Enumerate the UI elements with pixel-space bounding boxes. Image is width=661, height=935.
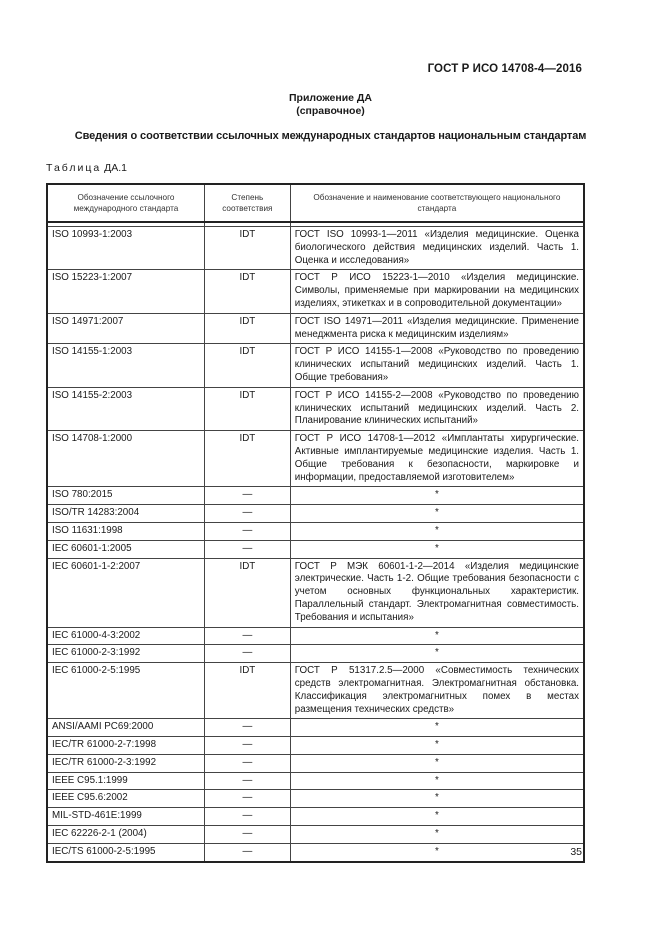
cell-national-standard: ГОСТ Р ИСО 14708-1—2012 «Имплантаты хирургические. Активные имплантируемые медицинские изделия. Часть 1. Общие требования к безопасности, маркировке и информации, предоставляемой изготовителем» (290, 431, 584, 487)
table-row (47, 387, 584, 430)
cell-national-standard: ГОСТ Р 51317.2.5—2000 «Совместимость технических средств электромагнитная. Электромагнитная обстановка. Классификация электромагнитных помех в местах размещения технических средств» (290, 663, 584, 719)
cell-degree: — (204, 790, 290, 808)
cell-national-standard: ГОСТ ISO 14971—2011 «Изделия медицинские. Применение менеджмента риска к медицинским изделиям» (290, 313, 584, 344)
cell-national-standard: ГОСТ Р ИСО 15223-1—2010 «Изделия медицинские. Символы, применяемые при маркировании на медицинских изделиях, этикетках и в сопроводительной документации» (290, 270, 584, 313)
cell-national-standard: * (290, 808, 584, 826)
cell-national-standard: ГОСТ Р ИСО 14155-1—2008 «Руководство по проведению клинических испытаний медицинских изделий. Часть 1. Общие требования» (290, 344, 584, 387)
cell-degree: — (204, 737, 290, 755)
cell-degree: IDT (204, 270, 290, 313)
page-number: 35 (570, 846, 582, 858)
cell-national-standard: * (290, 522, 584, 540)
cell-national-standard: * (290, 790, 584, 808)
cell-standard: ISO 14155-1:2003 (47, 344, 204, 387)
table-row (47, 558, 584, 627)
cell-degree: IDT (204, 227, 290, 270)
document-code: ГОСТ Р ИСО 14708-4—2016 (427, 63, 582, 75)
cell-standard: IEC 61000-4-3:2002 (47, 627, 204, 645)
cell-national-standard: * (290, 843, 584, 861)
cell-degree: IDT (204, 313, 290, 344)
table-row (47, 826, 584, 844)
cell-national-standard: * (290, 627, 584, 645)
appendix-title-block (0, 92, 661, 118)
table-body (47, 227, 584, 862)
table-row (47, 540, 584, 558)
cell-standard: IEC 62226-2-1 (2004) (47, 826, 204, 844)
cell-degree: — (204, 719, 290, 737)
cell-standard: IEC/TR 61000-2-3:1992 (47, 754, 204, 772)
cell-national-standard: ГОСТ Р МЭК 60601-1-2—2014 «Изделия медицинские электрические. Часть 1-2. Общие требования безопасности с учетом основных функциональных характеристик. Параллельный стандарт. Электромагнитная совместимость. Требования и испытания» (290, 558, 584, 627)
cell-standard: IEC/TS 61000-2-5:1995 (47, 843, 204, 861)
table-row (47, 663, 584, 719)
cell-degree: — (204, 487, 290, 505)
table-row (47, 227, 584, 270)
table-row (47, 645, 584, 663)
table-caption-prefix: Таблица (46, 162, 102, 174)
cell-standard: MIL-STD-461E:1999 (47, 808, 204, 826)
column-header-degree: Степень соответствия (204, 184, 290, 222)
cell-degree: IDT (204, 344, 290, 387)
cell-degree: — (204, 505, 290, 523)
cell-degree: IDT (204, 387, 290, 430)
table-row (47, 505, 584, 523)
table-row (47, 627, 584, 645)
cell-standard: IEC 61000-2-5:1995 (47, 663, 204, 719)
cell-degree: — (204, 772, 290, 790)
cell-standard: ISO 10993-1:2003 (47, 227, 204, 270)
table-header-row (47, 184, 584, 222)
table-caption-id: ДА.1 (104, 162, 127, 174)
column-header-standard: Обозначение ссылочного международного стандарта (47, 184, 204, 222)
cell-national-standard: * (290, 737, 584, 755)
cell-degree: — (204, 540, 290, 558)
table-row (47, 719, 584, 737)
appendix-title: Приложение ДА (289, 92, 372, 104)
cell-national-standard: * (290, 719, 584, 737)
cell-national-standard: * (290, 645, 584, 663)
cell-national-standard: * (290, 487, 584, 505)
table-row (47, 754, 584, 772)
cell-degree: IDT (204, 558, 290, 627)
cell-national-standard: * (290, 772, 584, 790)
appendix-subtitle: (справочное) (296, 105, 365, 117)
table-row (47, 431, 584, 487)
cell-national-standard: * (290, 505, 584, 523)
cell-degree: — (204, 808, 290, 826)
cell-degree: IDT (204, 663, 290, 719)
table-row (47, 843, 584, 861)
cell-standard: ISO 14971:2007 (47, 313, 204, 344)
cell-standard: ANSI/AAMI PC69:2000 (47, 719, 204, 737)
cell-degree: — (204, 843, 290, 861)
cell-standard: IEC 60601-1-2:2007 (47, 558, 204, 627)
cell-standard: ISO 15223-1:2007 (47, 270, 204, 313)
cell-national-standard: * (290, 826, 584, 844)
cell-degree: — (204, 627, 290, 645)
correspondence-table (46, 183, 585, 863)
section-heading: Сведения о соответствии ссылочных международных стандартов национальным стандартам (74, 130, 587, 142)
cell-standard: IEEE C95.6:2002 (47, 790, 204, 808)
cell-national-standard: * (290, 540, 584, 558)
table-row (47, 344, 584, 387)
table-row (47, 737, 584, 755)
table-row (47, 772, 584, 790)
table-row (47, 313, 584, 344)
cell-standard: IEC 61000-2-3:1992 (47, 645, 204, 663)
table-caption (46, 162, 127, 174)
cell-standard: ISO 11631:1998 (47, 522, 204, 540)
cell-standard: ISO/TR 14283:2004 (47, 505, 204, 523)
cell-standard: ISO 14155-2:2003 (47, 387, 204, 430)
column-header-national: Обозначение и наименование соответствующего национального стандарта (290, 184, 584, 222)
cell-national-standard: ГОСТ ISO 10993-1—2011 «Изделия медицинские. Оценка биологического действия медицинских изделий. Часть 1. Оценка и исследования» (290, 227, 584, 270)
cell-degree: — (204, 522, 290, 540)
table-row (47, 808, 584, 826)
cell-degree: — (204, 826, 290, 844)
table-row (47, 522, 584, 540)
cell-standard: IEEE C95.1:1999 (47, 772, 204, 790)
cell-standard: ISO 780:2015 (47, 487, 204, 505)
cell-degree: — (204, 645, 290, 663)
cell-standard: IEC 60601-1:2005 (47, 540, 204, 558)
cell-degree: — (204, 754, 290, 772)
cell-degree: IDT (204, 431, 290, 487)
cell-national-standard: * (290, 754, 584, 772)
table-row (47, 270, 584, 313)
table-row (47, 790, 584, 808)
cell-standard: IEC/TR 61000-2-7:1998 (47, 737, 204, 755)
cell-national-standard: ГОСТ Р ИСО 14155-2—2008 «Руководство по проведению клинических испытаний медицинских изделий. Часть 2. Планирование клинических испытаний» (290, 387, 584, 430)
cell-standard: ISO 14708-1:2000 (47, 431, 204, 487)
table-row (47, 487, 584, 505)
